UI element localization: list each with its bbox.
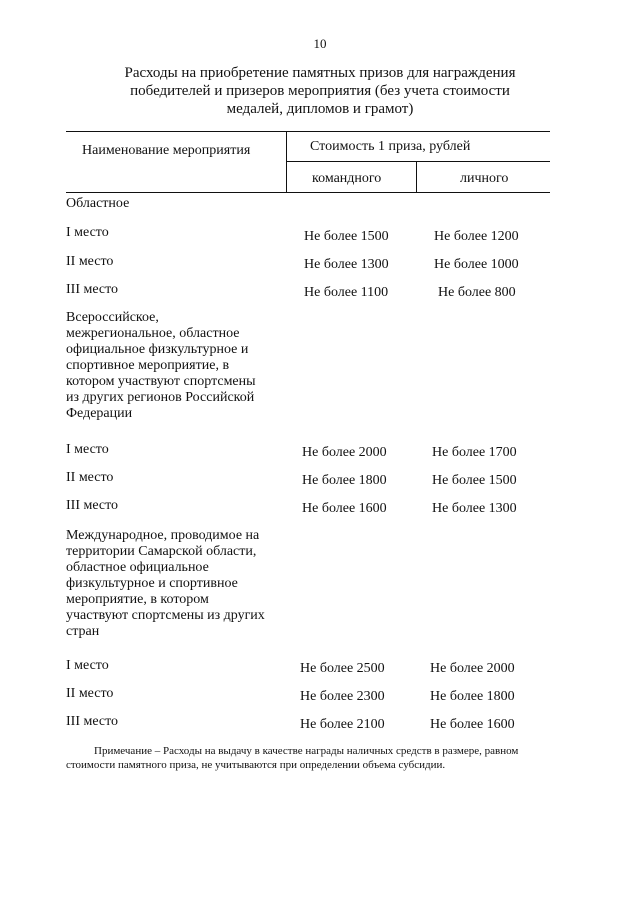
header-mid-border (286, 161, 550, 162)
row-place: I место (66, 442, 109, 457)
row-team-value: Не более 1300 (304, 257, 389, 272)
row-personal-value: Не более 1500 (432, 473, 517, 488)
group-title-line: Федерации (66, 406, 133, 421)
footnote-line: стоимости памятного приза, не учитываются при определении объема субсидии. (66, 759, 446, 771)
group-title (66, 310, 296, 422)
group-title-line: котором участвуют спортсмены (66, 374, 256, 389)
row-place: I место (66, 225, 109, 240)
row-personal-value: Не более 1700 (432, 445, 517, 460)
title-line: медалей, дипломов и грамот) (226, 101, 414, 117)
row-personal-value: Не более 1200 (434, 229, 519, 244)
header-subcol-divider (416, 161, 417, 193)
footnote (66, 744, 580, 772)
title-line: победителей и призеров мероприятия (без учета стоимости (130, 83, 510, 99)
group-title-line: спортивное мероприятие, в (66, 358, 230, 373)
row-place: II место (66, 686, 114, 701)
row-place: III место (66, 282, 119, 297)
row-personal-value: Не более 800 (438, 285, 516, 300)
row-place: I место (66, 658, 109, 673)
group-title: Областное (66, 196, 130, 211)
row-team-value: Не более 2100 (300, 717, 385, 732)
footnote-line: Примечание – Расходы на выдачу в качестве награды наличных средств в размере, равном (94, 745, 519, 757)
header-personal-col: личного (460, 171, 509, 186)
table-header (66, 131, 550, 193)
row-team-value: Не более 2500 (300, 661, 385, 676)
row-personal-value: Не более 2000 (430, 661, 515, 676)
group-title-line: официальное физкультурное и (66, 342, 249, 357)
row-place: III место (66, 714, 119, 729)
header-cost-col: Стоимость 1 приза, рублей (310, 139, 471, 154)
group-title-line: участвуют спортсмены из других (66, 608, 265, 623)
row-personal-value: Не более 1000 (434, 257, 519, 272)
group-title-line: из других регионов Российской (66, 390, 255, 405)
group-title-line: мероприятие, в котором (66, 592, 209, 607)
row-team-value: Не более 1500 (304, 229, 389, 244)
header-top-border (66, 131, 550, 132)
group-title-line: территории Самарской области, (66, 544, 257, 559)
group-title-line: межрегиональное, областное (66, 326, 240, 341)
row-team-value: Не более 2000 (302, 445, 387, 460)
group-title-line: областное официальное (66, 560, 209, 575)
row-team-value: Не более 1100 (304, 285, 389, 300)
row-personal-value: Не более 1300 (432, 501, 517, 516)
header-col-divider (286, 131, 287, 193)
header-team-col: командного (312, 171, 382, 186)
row-personal-value: Не более 1800 (430, 689, 515, 704)
header-bottom-border (66, 192, 550, 193)
row-place: II место (66, 254, 114, 269)
row-team-value: Не более 1800 (302, 473, 387, 488)
group-title-line: стран (66, 624, 100, 639)
group-title-line: физкультурное и спортивное (66, 576, 238, 591)
document-title (110, 64, 530, 118)
header-name-col: Наименование мероприятия (82, 143, 251, 158)
title-line: Расходы на приобретение памятных призов для награждения (124, 65, 516, 81)
row-place: II место (66, 470, 114, 485)
row-team-value: Не более 1600 (302, 501, 387, 516)
row-personal-value: Не более 1600 (430, 717, 515, 732)
group-title (66, 528, 296, 640)
group-title-line: Международное, проводимое на (66, 528, 260, 543)
row-place: III место (66, 498, 119, 513)
group-title-line: Всероссийское, (66, 310, 159, 325)
row-team-value: Не более 2300 (300, 689, 385, 704)
page-number: 10 (313, 36, 327, 51)
